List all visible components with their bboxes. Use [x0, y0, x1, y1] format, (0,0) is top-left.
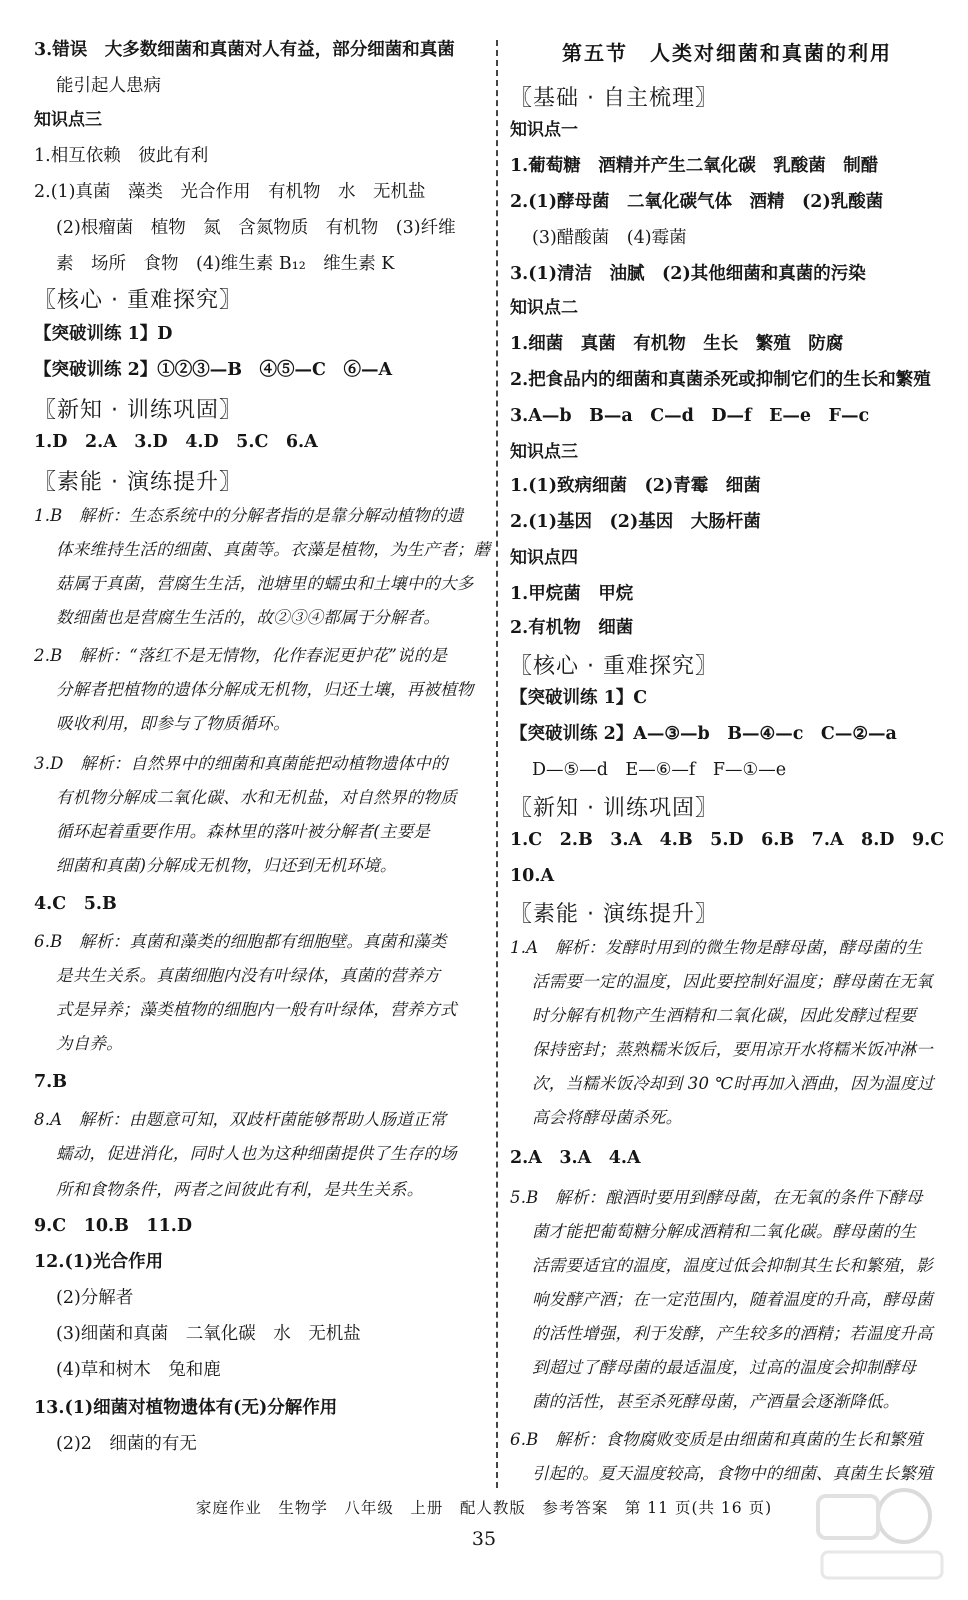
column-divider	[496, 40, 498, 1488]
section-header-new: 〖新知 · 训练巩固〗	[510, 796, 718, 821]
text-line: 细菌和真菌)分解成无机物，归还到无机环境。	[56, 856, 397, 875]
text-line: 13.(1)细菌对植物遗体有(无)分解作用	[34, 1398, 338, 1418]
text-line: 2.B 解析：“落红不是无情物，化作春泥更护花”说的是	[34, 646, 448, 665]
text-line: 菌才能把葡萄糖分解成酒精和二氧化碳。酵母菌的生	[532, 1222, 917, 1241]
page-number: 35	[471, 1528, 497, 1550]
text-line: 为自养。	[56, 1034, 123, 1053]
section-header-skill: 〖素能 · 演练提升〗	[34, 470, 242, 495]
text-line: 引起的。夏天温度较高，食物中的细菌、真菌生长繁殖	[532, 1464, 933, 1483]
text-line: 蠕动，促进消化，同时人也为这种细菌提供了生存的场	[56, 1144, 457, 1163]
knowledge-point-label: 知识点三	[510, 442, 578, 462]
text-line: 10.A	[510, 866, 555, 886]
text-line: 1.(1)致病细菌 (2)青霉 细菌	[510, 476, 761, 496]
watermark-logo	[808, 1478, 948, 1588]
text-line: 【突破训练 1】D	[34, 324, 173, 344]
text-line: 3.错误 大多数细菌和真菌对人有益，部分细菌和真菌	[34, 40, 455, 60]
text-line: 体来维持生活的细菌、真菌等。衣藻是植物，为生产者；蘑	[56, 540, 491, 559]
text-line: 1.葡萄糖 酒精并产生二氧化碳 乳酸菌 制醋	[510, 156, 879, 176]
text-line: 能引起人患病	[56, 76, 161, 96]
page-footer: 家庭作业 生物学 八年级 上册 配人教版 参考答案 第 11 页(共 16 页)	[195, 1499, 773, 1517]
answer-3-block	[34, 38, 486, 62]
text-line: 9.C 10.B 11.D	[34, 1216, 193, 1236]
text-line: 3.(1)清洁 油腻 (2)其他细菌和真菌的污染	[510, 264, 866, 284]
section-title: 第五节 人类对细菌和真菌的利用	[562, 41, 892, 65]
text-line: (2)2 细菌的有无	[56, 1434, 197, 1454]
text-line: 是共生关系。真菌细胞内没有叶绿体，真菌的营养方	[56, 966, 441, 985]
right-column	[510, 0, 944, 1528]
text-line: 活需要一定的温度，因此要控制好温度；酵母菌在无氧	[532, 972, 933, 991]
text-line: 时分解有机物产生酒精和二氧化碳，因此发酵过程要	[532, 1006, 917, 1025]
text-line: (3)细菌和真菌 二氧化碳 水 无机盐	[56, 1324, 361, 1344]
text-line: 12.(1)光合作用	[34, 1252, 164, 1272]
text-line: (3)醋酸菌 (4)霉菌	[532, 228, 687, 248]
text-line: 1.A 解析：发酵时用到的微生物是酵母菌，酵母菌的生	[510, 938, 923, 957]
text-line: 1.B 解析：生态系统中的分解者指的是靠分解动植物的遗	[34, 506, 464, 525]
text-line: 高会将酵母菌杀死。	[532, 1108, 683, 1127]
text-line: 保持密封；蒸熟糯米饭后，要用凉开水将糯米饭冲淋一	[532, 1040, 933, 1059]
left-column	[34, 0, 491, 1528]
text-line: 有机物分解成二氧化碳、水和无机盐，对自然界的物质	[56, 788, 457, 807]
text-line: 菇属于真菌，营腐生生活，池塘里的蠕虫和土壤中的大多	[56, 574, 474, 593]
text-line: 1.D 2.A 3.D 4.D 5.C 6.A	[34, 432, 318, 452]
text-line: 8.A 解析：由题意可知，双歧杆菌能够帮助人肠道正常	[34, 1110, 447, 1129]
text-line: 2.(1)基因 (2)基因 大肠杆菌	[510, 512, 761, 532]
text-line: 吸收利用，即参与了物质循环。	[56, 714, 290, 733]
text-line: 2.把食品内的细菌和真菌杀死或抑制它们的生长和繁殖	[510, 370, 931, 390]
text-line: 【突破训练 1】C	[510, 688, 648, 708]
text-line: 1.C 2.B 3.A 4.B 5.D 6.B 7.A 8.D 9.C	[510, 830, 945, 850]
text-line: 2.(1)酵母菌 二氧化碳气体 酒精 (2)乳酸菌	[510, 192, 884, 212]
text-line: (2)根瘤菌 植物 氮 含氮物质 有机物 (3)纤维	[56, 218, 456, 238]
text-line: 次，当糯米饭冷却到 30 ℃时再加入酒曲，因为温度过	[532, 1074, 934, 1093]
text-line: 2.A 3.A 4.A	[510, 1148, 641, 1168]
text-line: 3.A—b B—a C—d D—f E—e F—c	[510, 406, 870, 426]
text-line: 6.B 解析：真菌和藻类的细胞都有细胞壁。真菌和藻类	[34, 932, 447, 951]
text-line: 6.B 解析：食物腐败变质是由细菌和真菌的生长和繁殖	[510, 1430, 923, 1449]
knowledge-point-label: 知识点一	[510, 120, 578, 140]
section-header-core: 〖核心 · 重难探究〗	[510, 654, 718, 679]
text-line: 循环起着重要作用。森林里的落叶被分解者(主要是	[56, 822, 431, 841]
text-line: 到超过了酵母菌的最适温度，过高的温度会抑制酵母	[532, 1358, 917, 1377]
section-header-new: 〖新知 · 训练巩固〗	[34, 398, 242, 423]
text-line: 素 场所 食物 (4)维生素 B₁₂ 维生素 K	[56, 254, 395, 274]
knowledge-point-label: 知识点二	[510, 298, 578, 318]
section-header-core: 〖核心 · 重难探究〗	[34, 288, 242, 313]
text-line: 分解者把植物的遗体分解成无机物，归还土壤，再被植物	[56, 680, 474, 699]
text-line: 1.相互依赖 彼此有利	[34, 146, 209, 166]
text-line: 2.(1)真菌 藻类 光合作用 有机物 水 无机盐	[34, 182, 426, 202]
text-line: 响发酵产酒；在一定范围内，随着温度的升高，酵母菌	[532, 1290, 933, 1309]
section-header-skill: 〖素能 · 演练提升〗	[510, 902, 718, 927]
text-line: 3.D 解析：自然界中的细菌和真菌能把动植物遗体中的	[34, 754, 448, 773]
knowledge-point-label: 知识点四	[510, 548, 578, 568]
knowledge-point-label: 知识点三	[34, 110, 102, 130]
text-line: D—⑤—d E—⑥—f F—①—e	[532, 760, 787, 780]
text-line: 2.有机物 细菌	[510, 618, 634, 638]
text-line: 4.C 5.B	[34, 894, 117, 914]
text-line: (4)草和树木 兔和鹿	[56, 1360, 221, 1380]
text-line: 【突破训练 2】①②③—B ④⑤—C ⑥—A	[34, 360, 393, 380]
text-line: 所和食物条件，两者之间彼此有利，是共生关系。	[56, 1180, 424, 1199]
text-line: 1.甲烷菌 甲烷	[510, 584, 634, 604]
text-line: (2)分解者	[56, 1288, 134, 1308]
text-line: 7.B	[34, 1072, 68, 1092]
text-line: 【突破训练 2】A—③—b B—④—c C—②—a	[510, 724, 897, 744]
text-line: 的活性增强，利于发酵，产生较多的酒精；若温度升高	[532, 1324, 933, 1343]
text-line: 活需要适宜的温度，温度过低会抑制其生长和繁殖，影	[532, 1256, 933, 1275]
text-line: 5.B 解析：酿酒时要用到酵母菌，在无氧的条件下酵母	[510, 1188, 923, 1207]
text-line: 1.细菌 真菌 有机物 生长 繁殖 防腐	[510, 334, 844, 354]
section-header-base: 〖基础 · 自主梳理〗	[510, 86, 718, 111]
text-line: 菌的活性，甚至杀死酵母菌，产酒量会逐渐降低。	[532, 1392, 900, 1411]
text-line: 数细菌也是营腐生生活的，故②③④都属于分解者。	[56, 608, 441, 627]
text-line: 式是异养；藻类植物的细胞内一般有叶绿体，营养方式	[56, 1000, 457, 1019]
